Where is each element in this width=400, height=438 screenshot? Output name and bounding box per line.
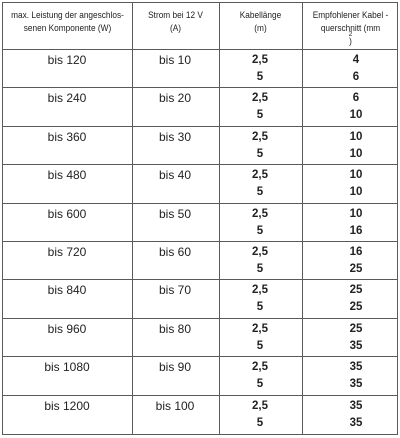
length-cell-1: 2,5 <box>252 207 268 220</box>
length-cell-1: 2,5 <box>252 246 268 258</box>
row-divider <box>3 126 397 127</box>
power-cell: bis 240 <box>47 91 87 106</box>
power-cell: bis 480 <box>47 168 87 183</box>
header-section-line2: querschnitt (mm 2 ) <box>306 22 395 48</box>
column-divider <box>132 3 133 434</box>
section-cell-2: 10 <box>349 147 363 160</box>
row-divider <box>3 395 397 396</box>
header-length-line2: (m) <box>254 23 267 33</box>
header-section-text: querschnitt (mm <box>320 23 381 33</box>
current-cell: bis 40 <box>158 168 192 183</box>
header-current-line2: (A) <box>169 23 182 33</box>
header-current <box>135 9 215 35</box>
section-cell-2: 6 <box>352 71 360 83</box>
row-divider <box>3 318 397 319</box>
section-cell-2: 10 <box>349 109 363 122</box>
current-cell: bis 80 <box>158 321 192 336</box>
header-power-line2: senen Komponente (W) <box>23 23 112 33</box>
length-cell-1: 2,5 <box>252 284 268 297</box>
section-cell-1: 6 <box>352 92 360 105</box>
length-cell-1: 2,5 <box>252 169 268 182</box>
current-cell: bis 60 <box>158 245 192 259</box>
section-cell-1: 16 <box>349 246 363 258</box>
row-divider <box>3 241 397 242</box>
length-cell-1: 2,5 <box>252 361 268 374</box>
column-divider <box>302 3 303 434</box>
header-length <box>222 9 298 35</box>
current-cell: bis 10 <box>158 53 192 67</box>
current-cell: bis 70 <box>158 283 192 298</box>
length-cell-1: 2,5 <box>252 130 268 143</box>
length-cell-2: 5 <box>256 301 264 314</box>
section-cell-1: 10 <box>349 130 363 143</box>
current-cell: bis 90 <box>158 360 192 375</box>
length-cell-1: 2,5 <box>252 54 268 66</box>
length-cell-2: 5 <box>256 416 264 429</box>
power-cell: bis 120 <box>47 53 87 67</box>
section-cell-1: 4 <box>352 54 360 66</box>
section-cell-1: 25 <box>349 322 363 335</box>
section-cell-2: 25 <box>349 301 363 314</box>
header-section <box>306 9 395 48</box>
power-cell: bis 960 <box>47 321 87 336</box>
header-length-line1: Kabellänge <box>239 10 282 20</box>
current-cell: bis 50 <box>158 206 192 221</box>
section-cell-2: 10 <box>349 186 363 199</box>
section-cell-2: 25 <box>349 263 363 275</box>
row-divider <box>3 203 397 204</box>
length-cell-2: 5 <box>256 147 264 160</box>
row-divider <box>3 164 397 165</box>
length-cell-2: 5 <box>256 109 264 122</box>
length-cell-1: 2,5 <box>252 322 268 335</box>
power-cell: bis 600 <box>47 206 87 221</box>
length-cell-2: 5 <box>256 186 264 199</box>
current-cell: bis 100 <box>155 398 195 413</box>
power-cell: bis 360 <box>47 129 87 144</box>
header-current-line1: Strom bei 12 V <box>148 10 203 20</box>
power-cell: bis 1080 <box>44 360 90 375</box>
length-cell-2: 5 <box>256 224 264 237</box>
length-cell-1: 2,5 <box>252 399 268 412</box>
section-cell-1: 35 <box>349 399 363 412</box>
section-cell-2: 35 <box>349 378 363 391</box>
power-cell: bis 720 <box>47 245 87 259</box>
section-cell-2: 35 <box>349 339 363 352</box>
cable-table <box>2 2 398 435</box>
section-cell-2: 16 <box>349 224 363 237</box>
row-divider <box>3 356 397 357</box>
header-section-line1: Empfohlener Kabel - <box>312 10 389 20</box>
current-cell: bis 30 <box>158 129 192 144</box>
header-power-line1: max. Leistung der angeschlos- <box>11 10 124 20</box>
section-cell-2: 35 <box>349 416 363 429</box>
length-cell-2: 5 <box>256 378 264 391</box>
header-section-close: ) <box>349 36 352 46</box>
section-cell-1: 10 <box>349 207 363 220</box>
header-divider <box>3 49 397 50</box>
length-cell-2: 5 <box>256 263 264 275</box>
length-cell-2: 5 <box>256 339 264 352</box>
section-cell-1: 25 <box>349 284 363 297</box>
row-divider <box>3 279 397 280</box>
power-cell: bis 840 <box>47 283 87 298</box>
section-cell-1: 35 <box>349 361 363 374</box>
column-divider <box>219 3 220 434</box>
row-divider <box>3 87 397 88</box>
length-cell-2: 5 <box>256 71 264 83</box>
current-cell: bis 20 <box>158 91 192 106</box>
section-cell-1: 10 <box>349 169 363 182</box>
header-power <box>8 9 127 35</box>
power-cell: bis 1200 <box>44 398 90 413</box>
length-cell-1: 2,5 <box>252 92 268 105</box>
